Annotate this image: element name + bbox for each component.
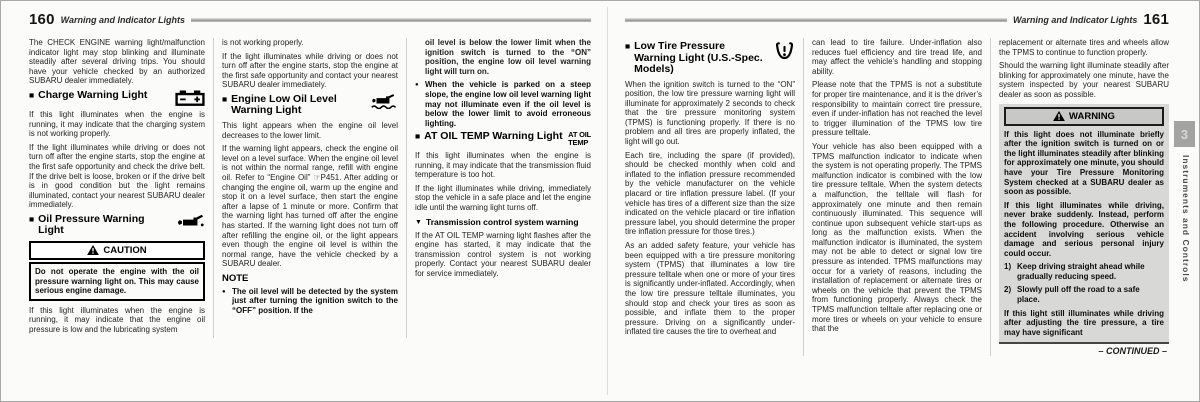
section-heading-label: Low Tire Pressure Warning Light (U.S.-Spec. Models) (634, 40, 763, 75)
paragraph: Each tire, including the spare (if provided), should be checked monthly when cold and inflated to the inflation pressure recommended by the vehicle manufacturer on the vehicle placard or tire inflation pressure label. (If your vehicle has tires of a different size than the size indicated on the vehicle placard or tire inflation pressure label, you should determine the proper tire inflation pressure for those tires.) (625, 150, 795, 237)
oil-can-drip-icon (175, 214, 205, 228)
paragraph: As an added safety feature, your vehicle has been equipped with a tire pressure monitoring system (TPMS) that illuminates a low tire pressure telltale when one or more of your tires is significantly under-inflated. Accordingly, when the low tire pressure telltale illuminates, you should stop and check your tires as soon as possible, and inflate them to the proper pressure. Driving on a significantly under-inflated tire causes the tire to overheat and (625, 241, 795, 337)
paragraph: Please note that the TPMS is not a substitute for proper tire maintenance, and it is the driver’s responsibility to maintain correct tire pressure, even if under-inflation has not reached the level to trigger illumination of the TPMS low tire pressure telltale. (812, 80, 982, 138)
caution-header (29, 241, 205, 260)
section-marker-icon: ■ (415, 131, 421, 142)
section-heading-low-tire-pressure (625, 41, 795, 76)
note-bullet-item (222, 287, 398, 316)
warning-paragraph: If this light illuminates while driving, never brake suddenly. Instead, perform the following procedure. Otherwise an accident involving serious vehicle damage and serious personal injury could occur. (1004, 200, 1164, 258)
paragraph: If this light illuminates when the engine is running, it may indicate that the transmission fluid temperature is too hot. (415, 150, 591, 180)
caution-text: Do not operate the engine with the oil pressure warning light on. This may cause serious engine damage. (29, 262, 205, 301)
warning-triangle-icon (87, 245, 99, 255)
paragraph: replacement or alternate tires and wheels allow the TPMS to continue to function properly. (999, 38, 1169, 57)
section-heading-label: AT OIL TEMP Warning Light (424, 130, 563, 143)
section-marker-icon: ■ (222, 93, 228, 104)
bullet-dot-icon: ● (222, 288, 226, 295)
paragraph: If the warning light appears, check the engine oil level on a level surface. When the engine oil level is not within the normal range, refill with engine oil. Refer to “Engine Oil” ☞P451. After adding or changing the engine oil, warm up the engine and stop it on a level surface, then start the engine after a lapse of 1 minute or more. Confirm that the warning light has turned off after the engine has started. If the warning light does not turn off after refilling the engine oil, or the light appears even though the engine oil level is within the normal range, have the vehicle checked by a SUBARU dealer. (222, 144, 398, 269)
step-text: Slowly pull off the road to a safe place. (1017, 285, 1140, 305)
caution-label: CAUTION (103, 244, 147, 256)
page-gutter (607, 7, 608, 395)
section-marker-icon: ■ (625, 41, 631, 51)
paragraph: is not working properly. (222, 38, 304, 47)
section-heading-label: Engine Low Oil Level Warning Light (231, 92, 337, 117)
tpms-telltale-icon (774, 41, 795, 61)
warning-step-1 (1004, 262, 1164, 281)
continued-footer: – CONTINUED – (1098, 346, 1167, 357)
page-number: 161 (1143, 10, 1169, 28)
right-column-3 (990, 38, 1169, 356)
at-oil-temp-icon-line2: TEMP (568, 138, 589, 148)
section-heading-label: Charge Warning Light (38, 88, 148, 101)
warning-header (1004, 107, 1164, 126)
paragraph: This light appears when the engine oil level decreases to the lower limit. (222, 120, 398, 140)
note-label: NOTE (222, 272, 249, 284)
note-bullet-text: When the vehicle is parked on a steep slope, the engine low oil level warning light may not illuminate even if the oil level is below the lower limit to avoid erroneous lighting. (425, 80, 591, 128)
section-heading-engine-low-oil (222, 94, 398, 117)
right-page-columns (625, 38, 1169, 356)
page-161 (625, 9, 1169, 397)
section-heading-at-oil-temp (415, 131, 591, 147)
paragraph: can lead to tire failure. Under-inflation also reduces fuel efficiency and tire tread life, and may affect the vehicle’s handling and stopping ability. (812, 38, 982, 76)
page-number: 160 (29, 10, 55, 28)
paragraph: Your vehicle has also been equipped with a TPMS malfunction indicator to indicate when the system is not operating properly. The TPMS malfunction indicator is combined with the low tire pressure telltale. When the system detects a malfunction, the telltale will flash for approximately one minute and then remain continuously illuminated. This sequence will continue upon subsequent vehicle start-ups as long as the malfunction exists. When the malfunction indicator is illuminated, the system may not be able to detect or signal low tire pressure as intended. TPMS malfunctions may occur for a variety of reasons, including the installation of replacement or alternate tires or wheels on the vehicle that prevent the TPMS from functioning properly. Always check the TPMS malfunction telltale after replacing one or more tires or wheels on your vehicle to ensure that the (812, 141, 982, 334)
page-header-left (29, 9, 591, 29)
step-text: Keep driving straight ahead while gradually reducing speed. (1017, 262, 1145, 281)
left-column-3 (406, 38, 591, 338)
paragraph: Should the warning light illuminate steadily after blinking for approximately one minute, have the system inspected by your nearest SUBARU dealer as soon as possible. (999, 61, 1169, 99)
left-column-1 (29, 38, 213, 338)
at-oil-temp-text-icon (568, 131, 591, 147)
section-marker-icon: ■ (29, 89, 35, 100)
note-bullet-text: The oil level will be detected by the system just after turning the ignition switch to the “OFF” position. If the (232, 286, 398, 316)
paragraph: If this light illuminates when the engine is running, it may indicate that the engine oil pressure is low and the lubricating system (29, 305, 205, 334)
warning-box (999, 104, 1169, 345)
header-rule (625, 18, 1007, 22)
warning-label: WARNING (1069, 110, 1115, 122)
header-rule (191, 18, 591, 22)
section-heading-charge (29, 90, 205, 106)
note-bullet-continuation: oil level is below the lower limit when the ignition switch is turned to the “ON” position, the engine low oil level warning light will turn on. (425, 38, 591, 76)
paragraph: When the ignition switch is turned to the “ON” position, the low tire pressure warning light will illuminate for approximately 2 seconds to check that the tire pressure monitoring system (TPMS) is functioning properly. If there is no problem and all tires are properly inflated, the light will go out. (625, 79, 795, 147)
chapter-number-tab: 3 (1174, 121, 1195, 147)
step-number: 1) (1004, 262, 1012, 272)
chapter-title-tab: Instruments and Controls (1181, 155, 1191, 283)
page-160 (29, 9, 591, 397)
note-bullet-item (415, 80, 591, 128)
oil-can-wave-icon (370, 94, 398, 109)
right-column-1 (625, 38, 803, 356)
left-column-2 (213, 38, 406, 338)
section-heading-oil-pressure (29, 214, 205, 237)
section-heading-label: Oil Pressure Warning Light (38, 212, 145, 237)
paragraph: If the light illuminates while driving, immediately stop the vehicle in a safe place and let the engine idle until the warning light turns off. (415, 183, 591, 212)
warning-paragraph: If this light still illuminates while driving after adjusting the tire pressure, a tire may have significant (1004, 308, 1164, 337)
paragraph: If the light illuminates while driving or does not turn off after the engine starts, stop the engine at the first safe opportunity and check the drive belt. If the drive belt is loose, broken or if the drive belt is in good condition but the light remains illuminated, contact your nearest SUBARU dealer immediately. (29, 142, 205, 210)
paragraph: If this light illuminates when the engine is running, it may indicate that the charging system is not working properly. (29, 109, 205, 139)
battery-icon (175, 90, 205, 106)
bullet-dot-icon: ● (415, 82, 419, 89)
paragraph: If the light illuminates while driving or does not turn off after the engine starts, stop the engine at the first safe opportunity and contact your nearest SUBARU dealer immediately. (222, 51, 398, 90)
triangle-marker-icon: ▼ (415, 218, 422, 226)
step-number: 2) (1004, 285, 1012, 295)
subsection-heading-label: Transmission control system warning (426, 216, 579, 227)
page-header-right (625, 9, 1169, 29)
warning-triangle-icon (1053, 111, 1065, 121)
warning-step-2 (1004, 285, 1164, 304)
at-oil-temp-icon-line1: AT OIL (568, 130, 591, 140)
left-page-columns (29, 38, 591, 338)
subsection-heading-transmission (415, 217, 591, 228)
page-header-title: Warning and Indicator Lights (60, 15, 185, 25)
warning-paragraph: If this light does not illuminate briefly after the ignition switch is turned on or the light illuminates steadily after blinking for approximately one minute, you should have your Tire Pressure Monitoring System checked at a SUBARU dealer as soon as possible. (1004, 129, 1164, 197)
section-marker-icon: ■ (29, 213, 35, 224)
paragraph: If the AT OIL TEMP warning light flashes after the engine has started, it may indicate that the transmission control system is not working properly. Contact your nearest SUBARU dealer for service immediately. (415, 230, 591, 278)
caution-box (29, 241, 205, 301)
right-column-2 (803, 38, 990, 356)
paragraph: The CHECK ENGINE warning light/malfunction indicator light may stop blinking and illuminate steadily after several driving trips. You should have your vehicle checked by an authorized SUBARU dealer immediately. (29, 38, 205, 86)
page-header-title: Warning and Indicator Lights (1013, 15, 1138, 25)
